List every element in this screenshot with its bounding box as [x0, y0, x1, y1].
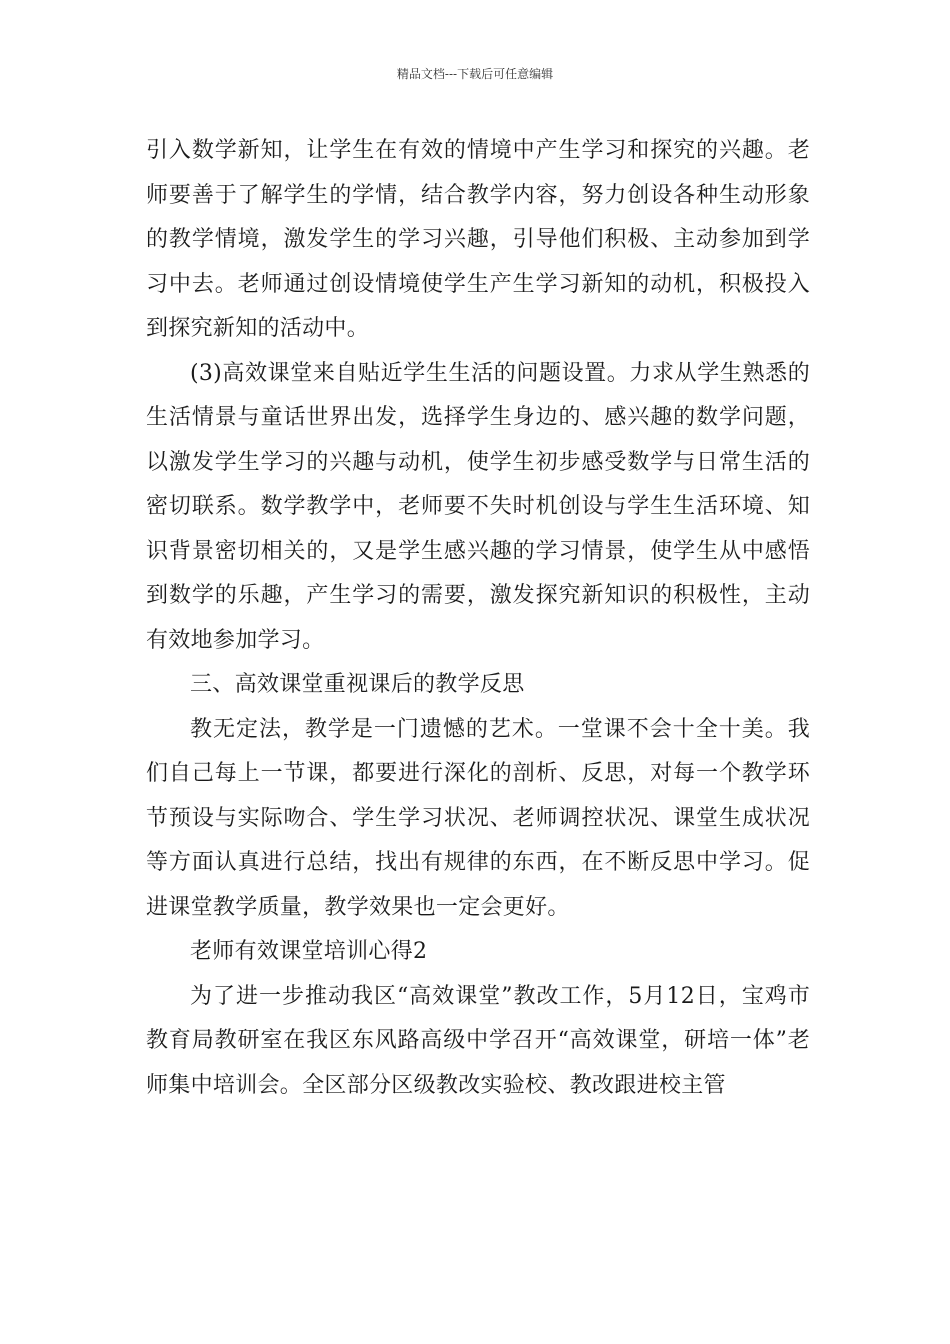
paragraph-point-3: (3)高效课堂来自贴近学生生活的问题设置。力求从学生熟悉的生活情景与童话世界出发，选择学生身边的、感兴趣的数学问题，以激发学生学习的兴趣与动机，使学生初步感受数学与日常生活的密切联系。数学教学中，老师要不失时机创设与学生生活环境、知识背景密切相关的，又是学生感兴趣的学习情景，使学生从中感悟到数学的乐趣，产生学习的需要，激发探究新知识的积极性，主动有效地参加学习。	[146, 360, 810, 653]
paragraph-training-intro: 为了进一步推动我区“高效课堂”教改工作，5月12日，宝鸡市教育局教研室在我区东风路高级中学召开“高效课堂，研培一体”老师集中培训会。全区部分区级教改实验校、教改跟进校主管	[146, 983, 810, 1098]
document-body	[146, 129, 810, 1108]
paragraph-reflection: 教无定法，教学是一门遗憾的艺术。一堂课不会十全十美。我们自己每上一节课，都要进行深化的剖析、反思，对每一个教学环节预设与实际吻合、学生学习状况、老师调控状况、课堂生成状况等方面认真进行总结，找出有规律的东西，在不断反思中学习。促进课堂教学质量，教学效果也一定会更好。	[146, 716, 810, 920]
paragraph-intro-continuation: 引入数学新知，让学生在有效的情境中产生学习和探究的兴趣。老师要善于了解学生的学情，结合教学内容，努力创设各种生动形象的教学情境，激发学生的学习兴趣，引导他们积极、主动参加到学习中去。老师通过创设情境使学生产生学习新知的动机，积极投入到探究新知的活动中。	[146, 138, 810, 341]
page-header: 精品文档---下载后可任意编辑	[396, 67, 554, 81]
section-heading-reflection: 三、高效课堂重视课后的教学反思	[190, 672, 525, 697]
article-title-2: 老师有效课堂培训心得2	[190, 939, 428, 964]
